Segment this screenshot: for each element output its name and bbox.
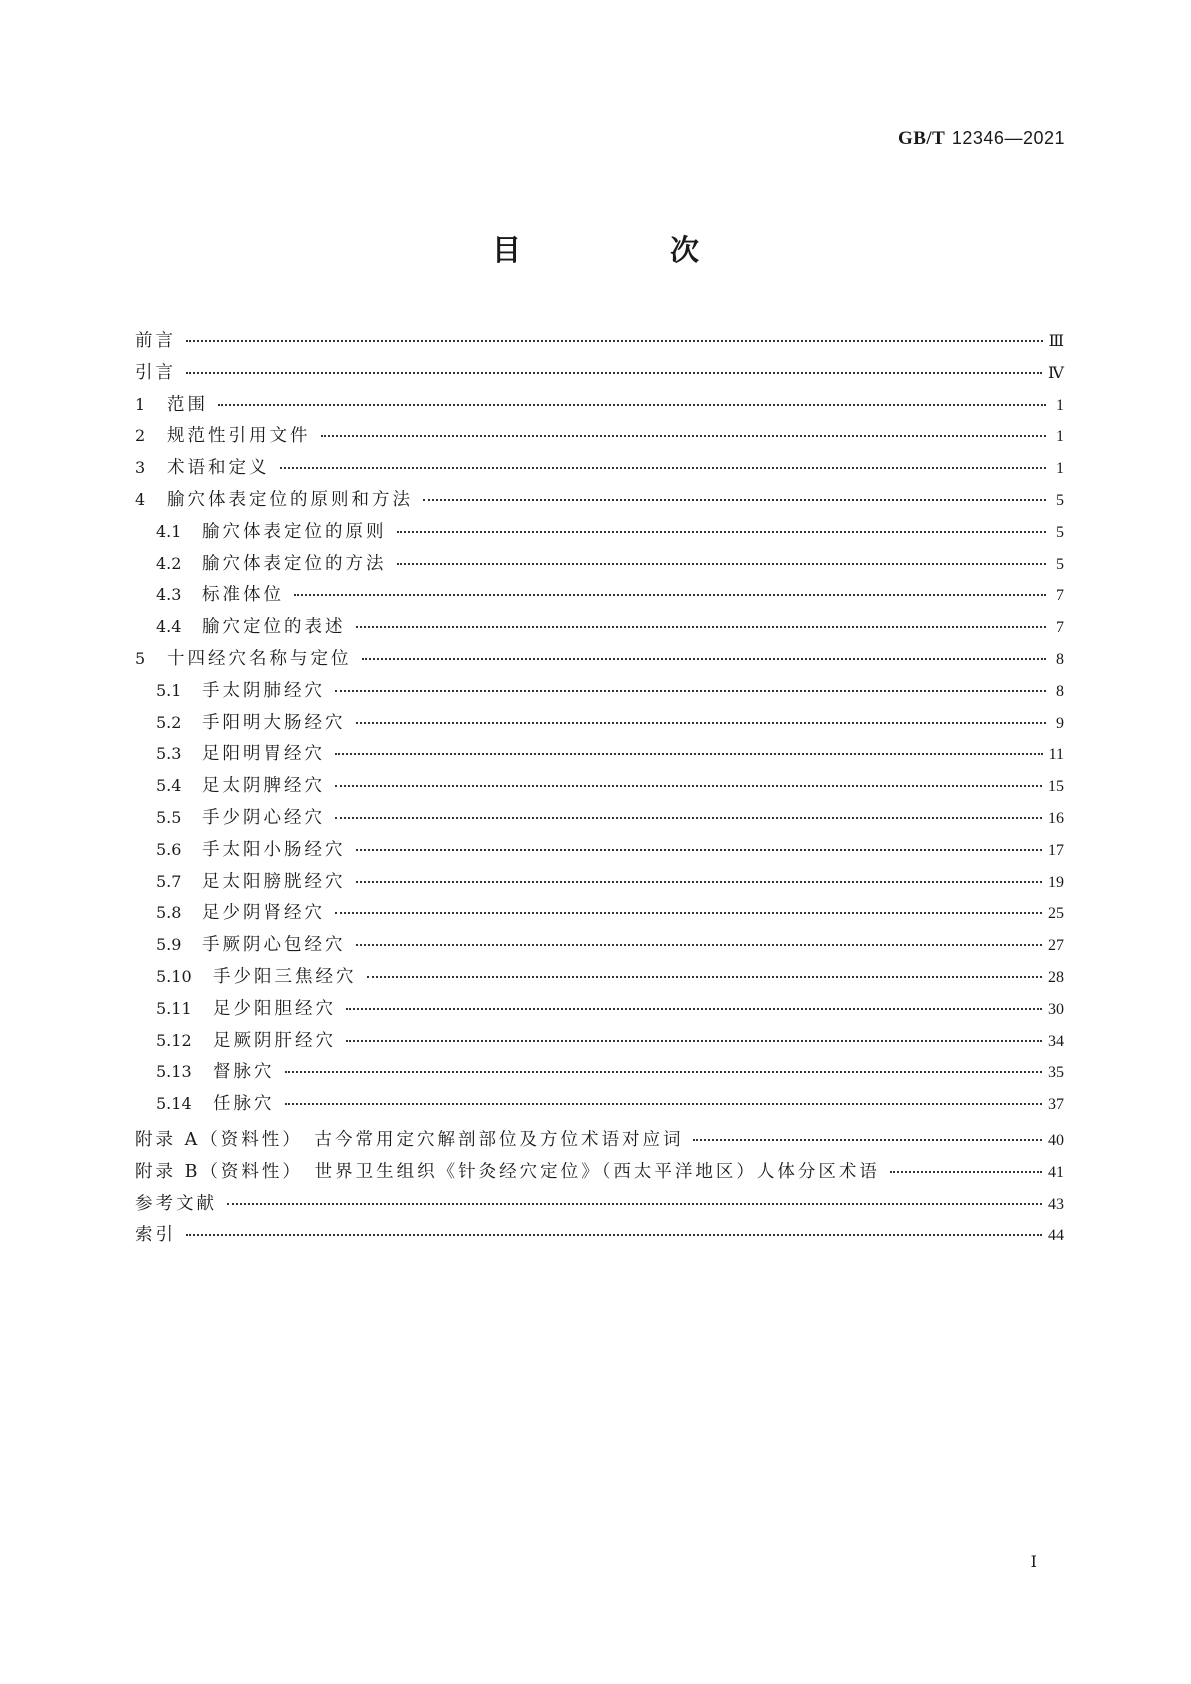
standard-code-prefix: GB/T bbox=[897, 128, 946, 149]
toc-entry-page: 5 bbox=[1056, 491, 1064, 509]
toc-entry[interactable] bbox=[135, 518, 1064, 550]
toc-entry[interactable] bbox=[135, 995, 1064, 1027]
toc-entry-number: 5.7 bbox=[156, 871, 182, 891]
dot-leader bbox=[356, 880, 1043, 883]
toc-entry-page: 5 bbox=[1056, 555, 1064, 573]
toc-entry-label: 手太阴肺经穴 bbox=[202, 680, 325, 701]
toc-entry-page: 7 bbox=[1056, 619, 1064, 637]
toc-entry-label: 足阳明胃经穴 bbox=[202, 744, 325, 765]
toc-entry[interactable] bbox=[135, 677, 1064, 709]
dot-leader bbox=[356, 625, 1047, 628]
toc-entry[interactable] bbox=[135, 581, 1064, 613]
toc-entry[interactable] bbox=[135, 422, 1064, 454]
dot-leader bbox=[693, 1138, 1042, 1141]
toc-entry[interactable] bbox=[135, 772, 1064, 804]
dot-leader bbox=[335, 911, 1042, 914]
toc-entry-label: 范围 bbox=[167, 394, 208, 415]
toc-entry-number: 5 bbox=[135, 648, 146, 668]
toc-entry-page: 35 bbox=[1048, 1064, 1064, 1082]
dot-leader bbox=[362, 657, 1047, 660]
dot-leader bbox=[218, 403, 1046, 406]
dot-leader bbox=[367, 975, 1043, 978]
dot-leader bbox=[356, 943, 1043, 946]
toc-entry-label: 手阳明大肠经穴 bbox=[202, 712, 346, 733]
toc-entry-page: 8 bbox=[1056, 650, 1064, 668]
toc-entry[interactable] bbox=[135, 963, 1064, 995]
dot-leader bbox=[335, 784, 1042, 787]
toc-entry-number: 4.2 bbox=[156, 553, 182, 573]
toc-entry-page: 28 bbox=[1048, 968, 1064, 986]
toc-entry[interactable] bbox=[135, 486, 1064, 518]
dot-leader bbox=[280, 466, 1047, 469]
dot-leader bbox=[356, 721, 1047, 724]
dot-leader bbox=[397, 562, 1047, 565]
toc-entry-page: 37 bbox=[1048, 1096, 1064, 1114]
toc-entry[interactable] bbox=[135, 550, 1064, 582]
toc-entry-page: 15 bbox=[1048, 778, 1064, 796]
page-number: Ⅰ bbox=[1030, 1554, 1037, 1571]
toc-entry[interactable] bbox=[135, 1090, 1064, 1122]
toc-entry-page: 16 bbox=[1048, 809, 1064, 827]
toc-entry-label: 术语和定义 bbox=[167, 458, 270, 479]
toc-entry-label: 腧穴体表定位的原则 bbox=[202, 521, 387, 542]
dot-leader bbox=[285, 1070, 1043, 1073]
dot-leader bbox=[294, 593, 1046, 596]
toc-entry-label: 十四经穴名称与定位 bbox=[167, 648, 352, 669]
toc-entry[interactable] bbox=[135, 899, 1064, 931]
toc-entry[interactable] bbox=[135, 709, 1064, 741]
toc-entry-page: 1 bbox=[1056, 428, 1064, 446]
toc-entry-label: 引言 bbox=[135, 362, 176, 383]
toc-entry-label: 手少阳三焦经穴 bbox=[213, 966, 357, 987]
toc-entry-label: 足少阴肾经穴 bbox=[202, 903, 325, 924]
toc-entry-number: 5.5 bbox=[156, 807, 182, 827]
toc-entry-number: 5.11 bbox=[156, 998, 192, 1018]
toc-entry[interactable] bbox=[135, 836, 1064, 868]
toc-entry-page: Ⅲ bbox=[1048, 333, 1064, 350]
toc-entry-page: 1 bbox=[1056, 396, 1064, 414]
dot-leader bbox=[335, 689, 1046, 692]
toc-entry-label: 腧穴体表定位的原则和方法 bbox=[167, 489, 413, 510]
toc-entry-page: 17 bbox=[1048, 841, 1064, 859]
toc-entry-page: 1 bbox=[1056, 460, 1064, 478]
table-of-contents bbox=[135, 327, 1064, 1253]
dot-leader bbox=[890, 1170, 1042, 1173]
dot-leader bbox=[321, 434, 1047, 437]
dot-leader bbox=[397, 530, 1047, 533]
page-title: 目 次 bbox=[491, 233, 759, 267]
toc-entry[interactable] bbox=[135, 645, 1064, 677]
toc-entry[interactable] bbox=[135, 1190, 1064, 1222]
toc-entry-number: 5.9 bbox=[156, 935, 182, 955]
toc-entry-page: 41 bbox=[1048, 1163, 1064, 1181]
toc-entry-number: 4.4 bbox=[156, 617, 182, 637]
toc-entry-page: 7 bbox=[1056, 587, 1064, 605]
toc-entry[interactable] bbox=[135, 613, 1064, 645]
toc-entry-number: 5.13 bbox=[156, 1062, 192, 1082]
toc-entry-number: 5.3 bbox=[156, 744, 182, 764]
toc-entry-label: 手少阴心经穴 bbox=[202, 807, 325, 828]
toc-entry[interactable] bbox=[135, 1058, 1064, 1090]
toc-entry-label: 腧穴定位的表述 bbox=[202, 617, 346, 638]
toc-entry[interactable] bbox=[135, 931, 1064, 963]
standard-code bbox=[898, 127, 1065, 150]
standard-code-number: 12346—2021 bbox=[951, 128, 1065, 148]
dot-leader bbox=[346, 1039, 1042, 1042]
toc-entry-label: 督脉穴 bbox=[213, 1062, 275, 1083]
toc-entry-page: 25 bbox=[1048, 905, 1064, 923]
toc-entry-number: 4.3 bbox=[156, 585, 182, 605]
toc-entry[interactable] bbox=[135, 327, 1064, 359]
toc-entry-page: 44 bbox=[1048, 1227, 1064, 1245]
dot-leader bbox=[186, 1233, 1042, 1236]
toc-entry-label: 前言 bbox=[135, 331, 176, 351]
dot-leader bbox=[227, 1202, 1042, 1205]
dot-leader bbox=[186, 371, 1042, 374]
toc-entry[interactable] bbox=[135, 1221, 1064, 1253]
toc-entry-number: 5.1 bbox=[156, 680, 182, 700]
toc-entry-label: 手太阳小肠经穴 bbox=[202, 839, 346, 860]
toc-entry[interactable] bbox=[135, 1027, 1064, 1059]
dot-leader bbox=[335, 816, 1042, 819]
toc-entry-number: 5.8 bbox=[156, 903, 182, 923]
toc-entry-label: 参考文献 bbox=[135, 1193, 217, 1214]
toc-entry-number: 3 bbox=[135, 458, 146, 478]
toc-entry-page: 40 bbox=[1048, 1131, 1064, 1149]
toc-entry-page: Ⅳ bbox=[1048, 364, 1064, 382]
toc-entry-page: 5 bbox=[1056, 523, 1064, 541]
toc-entry-number: 4 bbox=[135, 489, 146, 509]
toc-entry-label: 索引 bbox=[135, 1225, 176, 1246]
dot-leader bbox=[423, 498, 1046, 501]
dot-leader bbox=[186, 339, 1043, 342]
toc-entry-page: 30 bbox=[1048, 1000, 1064, 1018]
toc-entry-number: 1 bbox=[135, 394, 146, 414]
toc-entry-label: 手厥阴心包经穴 bbox=[202, 935, 346, 956]
toc-entry-label: 附录 A（资料性） 古今常用定穴解剖部位及方位术语对应词 bbox=[135, 1129, 684, 1150]
toc-entry[interactable] bbox=[135, 391, 1064, 423]
dot-leader bbox=[356, 848, 1043, 851]
toc-entry-label: 腧穴体表定位的方法 bbox=[202, 553, 387, 574]
toc-entry-page: 19 bbox=[1048, 873, 1064, 891]
toc-entry[interactable] bbox=[135, 1158, 1064, 1190]
toc-entry-label: 任脉穴 bbox=[213, 1094, 275, 1115]
toc-entry-number: 5.4 bbox=[156, 776, 182, 796]
dot-leader bbox=[335, 752, 1043, 755]
toc-entry[interactable] bbox=[135, 454, 1064, 486]
toc-entry[interactable] bbox=[135, 868, 1064, 900]
toc-entry-page: 43 bbox=[1048, 1195, 1064, 1213]
toc-entry-number: 5.2 bbox=[156, 712, 182, 732]
toc-entry[interactable] bbox=[135, 740, 1064, 772]
toc-entry-label: 规范性引用文件 bbox=[167, 426, 311, 447]
toc-entry-number: 5.10 bbox=[156, 966, 192, 986]
toc-entry-label: 标准体位 bbox=[202, 585, 284, 606]
toc-entry-page: 9 bbox=[1056, 714, 1064, 732]
dot-leader bbox=[285, 1102, 1043, 1105]
toc-entry-label: 足太阴脾经穴 bbox=[202, 776, 325, 797]
toc-entry-page: 27 bbox=[1048, 937, 1064, 955]
dot-leader bbox=[346, 1007, 1042, 1010]
toc-entry-number: 2 bbox=[135, 426, 146, 446]
toc-entry-label: 足太阳膀胱经穴 bbox=[202, 871, 346, 892]
toc-entry-number: 4.1 bbox=[156, 521, 182, 541]
toc-entry-page: 11 bbox=[1048, 746, 1064, 764]
toc-entry-number: 5.6 bbox=[156, 839, 182, 859]
toc-entry-number: 5.14 bbox=[156, 1094, 192, 1114]
toc-entry-page: 34 bbox=[1048, 1032, 1064, 1050]
toc-entry-label: 足厥阴肝经穴 bbox=[213, 1030, 336, 1051]
toc-entry-number: 5.12 bbox=[156, 1030, 192, 1050]
toc-entry-page: 8 bbox=[1056, 682, 1064, 700]
toc-entry[interactable] bbox=[135, 804, 1064, 836]
toc-entry-label: 足少阳胆经穴 bbox=[213, 998, 336, 1019]
toc-entry-label: 附录 B（资料性） 世界卫生组织《针灸经穴定位》（西太平洋地区）人体分区术语 bbox=[135, 1161, 880, 1182]
toc-entry[interactable] bbox=[135, 359, 1064, 391]
toc-entry[interactable] bbox=[135, 1126, 1064, 1158]
